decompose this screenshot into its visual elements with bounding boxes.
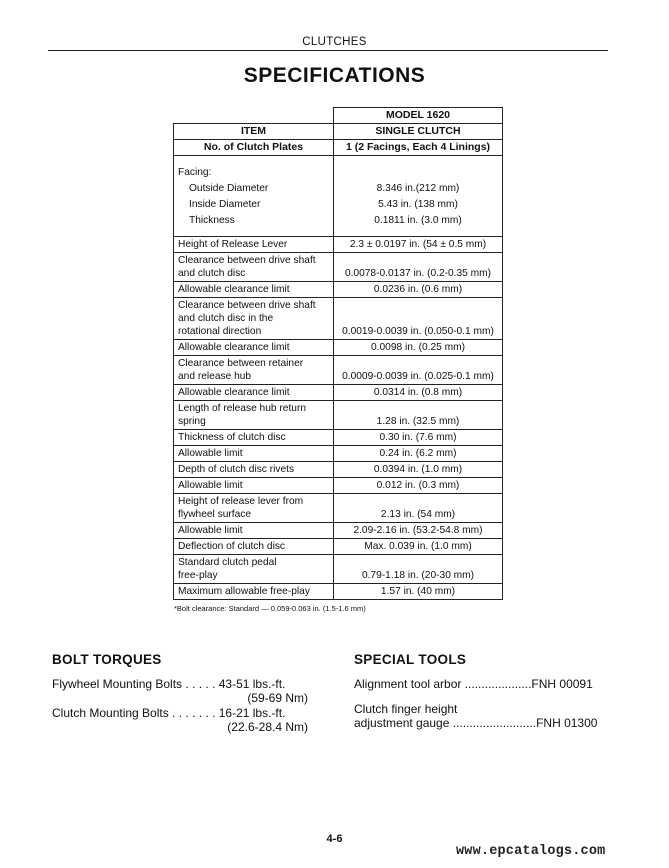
table-row	[174, 555, 503, 584]
specifications-table	[173, 107, 503, 600]
table-row	[174, 446, 503, 462]
finger-gauge-entry-line1: Clutch finger height	[354, 702, 458, 716]
clutch-type-header: SINGLE CLUTCH	[334, 124, 503, 140]
drive-shaft-limit-value: 0.0236 in. (0.6 mm)	[334, 282, 503, 298]
label-line: rotational direction	[178, 326, 262, 337]
rivets-limit-value: 0.012 in. (0.3 mm)	[334, 478, 503, 494]
facing-value-cell	[334, 156, 503, 237]
table-row	[174, 108, 503, 124]
table-row	[174, 462, 503, 478]
disc-thickness-limit-label: Allowable limit	[174, 446, 334, 462]
table-row	[174, 124, 503, 140]
rotational-limit-value: 0.0098 in. (0.25 mm)	[334, 340, 503, 356]
rotational-value: 0.0019-0.0039 in. (0.050-0.1 mm)	[334, 298, 503, 340]
table-row	[174, 282, 503, 298]
table-row	[174, 523, 503, 539]
disc-thickness-limit-value: 0.24 in. (6.2 mm)	[334, 446, 503, 462]
table-row	[174, 356, 503, 385]
model-header: MODEL 1620	[334, 108, 503, 124]
return-spring-label	[174, 401, 334, 430]
thickness-value: 0.1811 in. (3.0 mm)	[374, 215, 462, 226]
pedal-max-label: Maximum allowable free-play	[174, 584, 334, 600]
watermark-url: www.epcatalogs.com	[456, 844, 606, 859]
table-cell-empty	[174, 108, 334, 124]
table-row	[174, 494, 503, 523]
label-line: Clearance between drive shaft	[178, 300, 316, 311]
drive-shaft-limit-label: Allowable clearance limit	[174, 282, 334, 298]
lever-flywheel-limit-label: Allowable limit	[174, 523, 334, 539]
retainer-label	[174, 356, 334, 385]
table-row	[174, 385, 503, 401]
page-number: 4-6	[326, 833, 343, 845]
special-tools-heading: SPECIAL TOOLS	[354, 652, 467, 667]
outside-diameter-value: 8.346 in.(212 mm)	[376, 183, 460, 194]
inside-diameter-label: Inside Diameter	[189, 199, 261, 210]
facing-label: Facing:	[178, 167, 212, 178]
table-row	[174, 253, 503, 282]
retainer-limit-value: 0.0314 in. (0.8 mm)	[334, 385, 503, 401]
rivets-value: 0.0394 in. (1.0 mm)	[334, 462, 503, 478]
drive-shaft-value: 0.0078-0.0137 in. (0.2-0.35 mm)	[334, 253, 503, 282]
drive-shaft-label	[174, 253, 334, 282]
table-row	[174, 401, 503, 430]
disc-thickness-label: Thickness of clutch disc	[174, 430, 334, 446]
finger-gauge-entry-line2: adjustment gauge .........................FNH 01300	[354, 716, 598, 730]
item-header: ITEM	[174, 124, 334, 140]
table-row	[174, 430, 503, 446]
label-line: and clutch disc in the	[178, 313, 274, 324]
flywheel-bolts-torque: Flywheel Mounting Bolts . . . . . 43-51 lbs.-ft.	[52, 677, 286, 691]
header-title: CLUTCHES	[302, 36, 367, 48]
rotational-limit-label: Allowable clearance limit	[174, 340, 334, 356]
alignment-tool-entry: Alignment tool arbor ....................FNH 00091	[354, 677, 593, 691]
label-line: Clearance between retainer	[178, 358, 304, 369]
table-row	[174, 298, 503, 340]
retainer-limit-label: Allowable clearance limit	[174, 385, 334, 401]
facing-label-cell	[174, 156, 334, 237]
rivets-limit-label: Allowable limit	[174, 478, 334, 494]
pedal-value: 0.79-1.18 in. (20-30 mm)	[334, 555, 503, 584]
label-line: and release hub	[178, 371, 252, 382]
pedal-label	[174, 555, 334, 584]
inside-diameter-value: 5.43 in. (138 mm)	[378, 199, 458, 210]
return-spring-value: 1.28 in. (32.5 mm)	[334, 401, 503, 430]
deflection-label: Deflection of clutch disc	[174, 539, 334, 555]
footnote: *Bolt clearance: Standard — 0.059-0.063 in. (1.5-1.6 mm)	[174, 604, 366, 613]
pedal-max-value: 1.57 in. (40 mm)	[334, 584, 503, 600]
thickness-label: Thickness	[189, 215, 235, 226]
release-lever-value: 2.3 ± 0.0197 in. (54 ± 0.5 mm)	[334, 237, 503, 253]
lever-flywheel-limit-value: 2.09-2.16 in. (53.2-54.8 mm)	[334, 523, 503, 539]
clutch-bolts-torque: Clutch Mounting Bolts . . . . . . . 16-21 lbs.-ft.	[52, 706, 286, 720]
plates-value: 1 (2 Facings, Each 4 Linings)	[334, 140, 503, 156]
clutch-bolts-torque-metric: (22.6-28.4 Nm)	[227, 720, 308, 734]
label-line: Height of release lever from	[178, 496, 304, 507]
label-line: flywheel surface	[178, 509, 252, 520]
plates-label: No. of Clutch Plates	[174, 140, 334, 156]
label-line: and clutch disc	[178, 268, 246, 279]
table-row	[174, 478, 503, 494]
header-rule	[48, 50, 608, 51]
disc-thickness-value: 0.30 in. (7.6 mm)	[334, 430, 503, 446]
retainer-value: 0.0009-0.0039 in. (0.025-0.1 mm)	[334, 356, 503, 385]
label-line: Length of release hub return	[178, 403, 307, 414]
label-line: Standard clutch pedal	[178, 557, 277, 568]
flywheel-bolts-torque-metric: (59-69 Nm)	[247, 691, 308, 705]
table-row	[174, 584, 503, 600]
release-lever-label: Height of Release Lever	[174, 237, 334, 253]
label-line: free-play	[178, 570, 218, 581]
label-line: spring	[178, 416, 206, 427]
table-row	[174, 140, 503, 156]
table-row	[174, 340, 503, 356]
label-line: Clearance between drive shaft	[178, 255, 316, 266]
page-title: SPECIFICATIONS	[243, 64, 426, 87]
table-row	[174, 237, 503, 253]
bolt-torques-heading: BOLT TORQUES	[52, 652, 162, 667]
table-row	[174, 156, 503, 237]
table-row	[174, 539, 503, 555]
lever-flywheel-label	[174, 494, 334, 523]
outside-diameter-label: Outside Diameter	[189, 183, 269, 194]
deflection-value: Max. 0.039 in. (1.0 mm)	[334, 539, 503, 555]
rivets-label: Depth of clutch disc rivets	[174, 462, 334, 478]
lever-flywheel-value: 2.13 in. (54 mm)	[334, 494, 503, 523]
rotational-label	[174, 298, 334, 340]
